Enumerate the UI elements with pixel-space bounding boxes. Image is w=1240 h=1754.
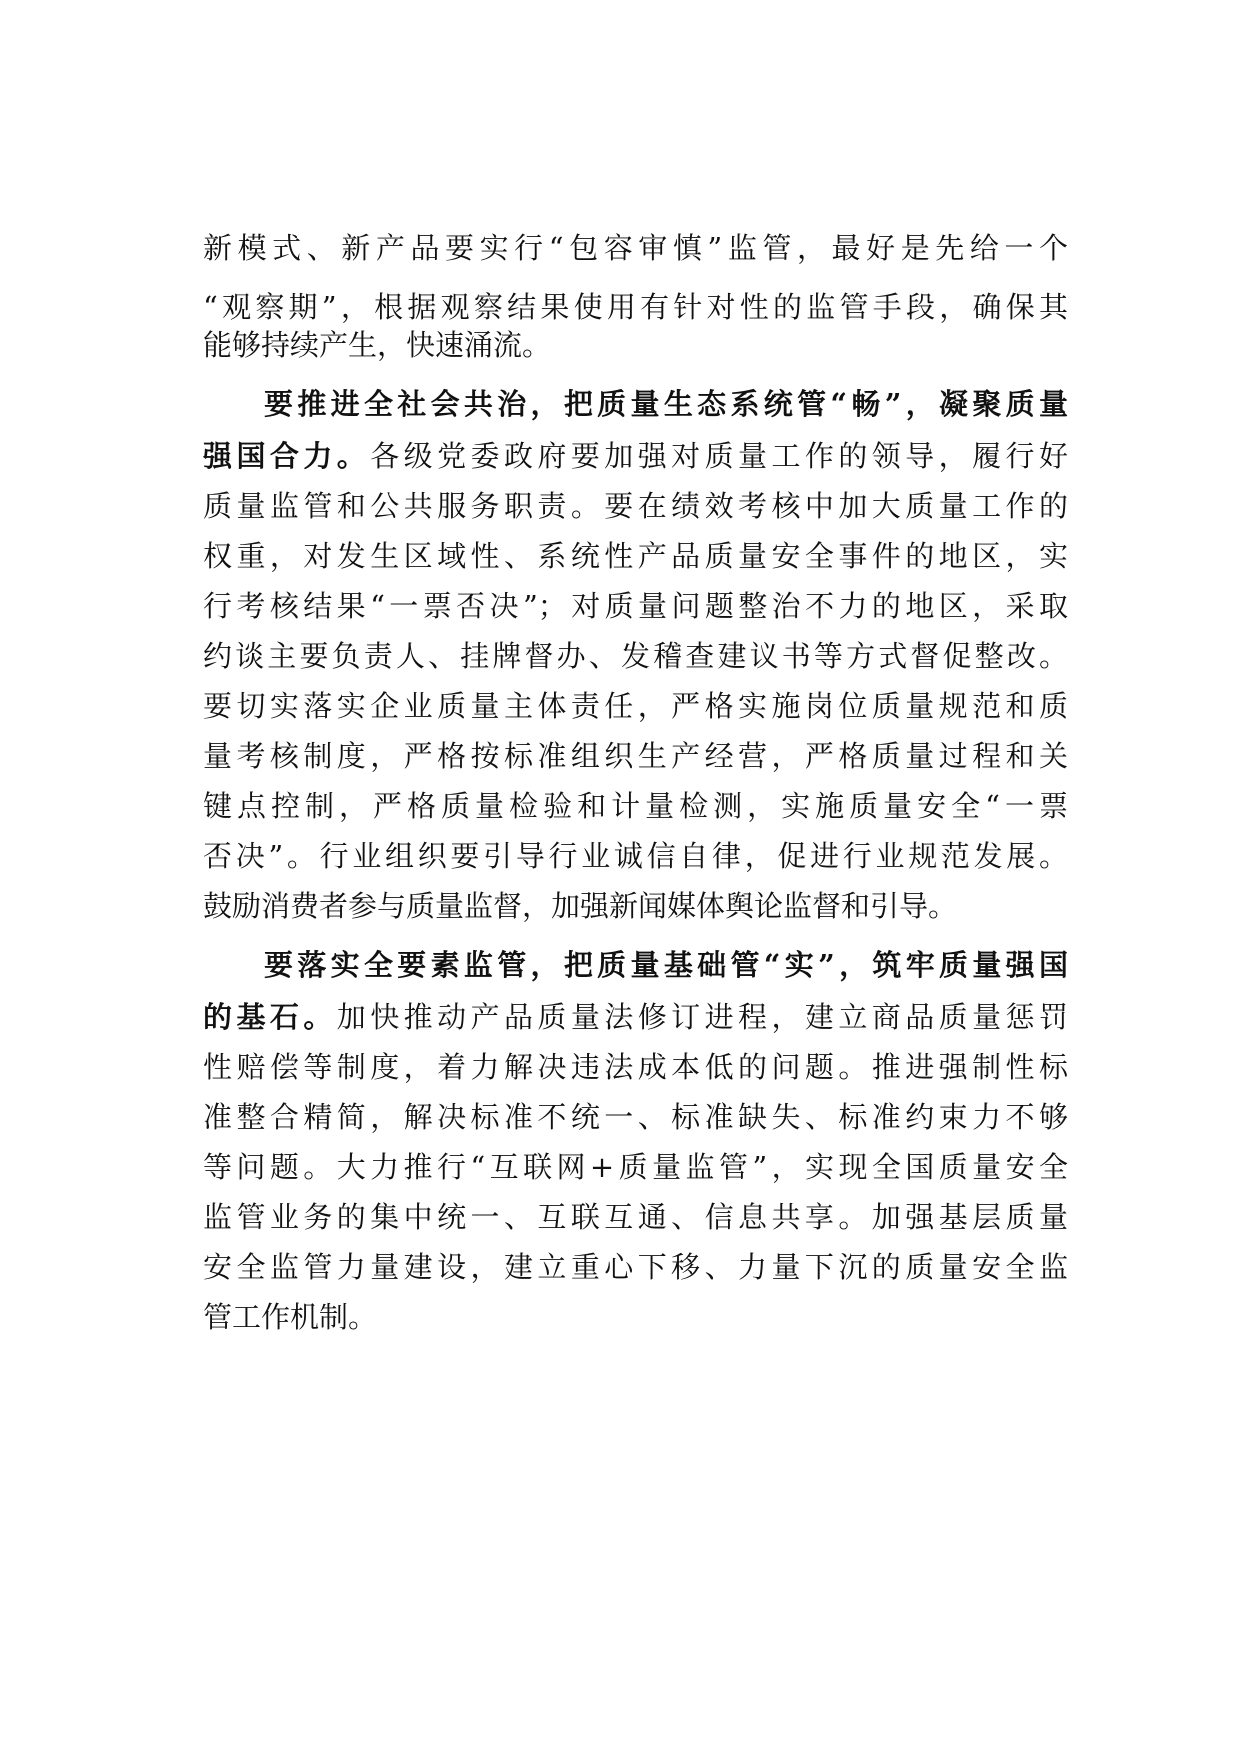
- text-line: [203, 836, 1068, 876]
- line-text: 约谈主要负责人、挂牌督办、发稽查建议书等方式督促整改。: [203, 639, 1068, 673]
- line-text: 鼓励消费者参与质量监督，加强新闻媒体舆论监督和引导。: [203, 889, 958, 923]
- line-text: 加快推动产品质量法修订进程，建立商品质量惩罚: [336, 1000, 1068, 1034]
- line-text: 要切实落实企业质量主体责任，严格实施岗位质量规范和质: [203, 689, 1068, 723]
- heading-text: 要落实全要素监管，把质量基础管“实”，筑牢质量强国: [264, 948, 1068, 982]
- text-line: [203, 886, 957, 926]
- text-line: [203, 486, 1068, 526]
- line-text: 各级党委政府要加强对质量工作的领导，履行好: [370, 439, 1068, 473]
- heading-text: 要推进全社会共治，把质量生态系统管“畅”，凝聚质量: [264, 387, 1068, 421]
- line-text: 准整合精简，解决标准不统一、标准缺失、标准约束力不够: [203, 1100, 1068, 1134]
- text-line: [203, 686, 1068, 726]
- text-line: [203, 736, 1068, 776]
- line-text: 安全监管力量建设，建立重心下移、力量下沉的质量安全监: [203, 1250, 1068, 1284]
- line-text: 否决”。行业组织要引导行业诚信自律，促进行业规范发展。: [203, 839, 1068, 873]
- text-line: [203, 586, 1068, 626]
- heading-text: 强国合力。: [203, 439, 371, 473]
- line-text: 能够持续产生，快速涌流。: [203, 328, 552, 362]
- text-line: [203, 1297, 377, 1337]
- text-line: [203, 1047, 1068, 1087]
- line-text: 监管业务的集中统一、互联互通、信息共享。加强基层质量: [203, 1200, 1068, 1234]
- line-text: “观察期”，根据观察结果使用有针对性的监管手段，确保其: [203, 290, 1068, 324]
- line-text: 管工作机制。: [203, 1300, 378, 1334]
- text-line: [264, 945, 1068, 985]
- line-text: 性赔偿等制度，着力解决违法成本低的问题。推进强制性标: [203, 1050, 1068, 1084]
- text-line: [203, 997, 1068, 1037]
- text-line: [203, 636, 1068, 676]
- line-text: 权重，对发生区域性、系统性产品质量安全事件的地区，实: [203, 539, 1068, 573]
- text-line: [203, 228, 1068, 268]
- text-line: [264, 384, 1068, 424]
- line-text: 量考核制度，严格按标准组织生产经营，严格质量过程和关: [203, 739, 1068, 773]
- text-line: [203, 1097, 1068, 1137]
- text-line: [203, 287, 1068, 327]
- heading-text: 的基石。: [203, 1000, 337, 1034]
- line-text: 行考核结果“一票否决”；对质量问题整治不力的地区，采取: [203, 589, 1068, 623]
- text-line: [203, 325, 551, 365]
- text-line: [203, 536, 1068, 576]
- line-text: 新模式、新产品要实行“包容审慎”监管，最好是先给一个: [203, 231, 1068, 265]
- text-line: [203, 1247, 1068, 1287]
- text-line: [203, 1147, 1068, 1187]
- text-line: [203, 786, 1068, 826]
- line-text: 键点控制，严格质量检验和计量检测，实施质量安全“一票: [203, 789, 1068, 823]
- line-text: 等问题。大力推行“互联网+质量监管”，实现全国质量安全: [203, 1150, 1068, 1184]
- text-line: [203, 1197, 1068, 1237]
- line-text: 质量监管和公共服务职责。要在绩效考核中加大质量工作的: [203, 489, 1068, 523]
- text-line: [203, 436, 1068, 476]
